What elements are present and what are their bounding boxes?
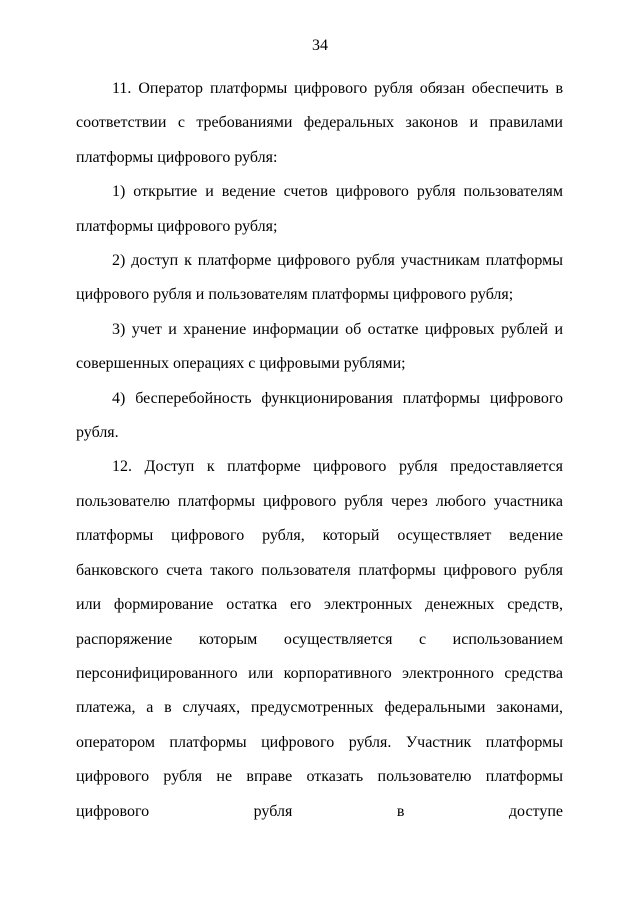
list-item-4: 4) бесперебойность функционирования платформы цифрового рубля.	[76, 389, 563, 442]
list-item-2: 2) доступ к платформе цифрового рубля участникам платформы цифрового рубля и пользователям платформы цифрового рубля;	[76, 252, 563, 304]
list-item-1: 1) открытие и ведение счетов цифрового рубля пользователям платформы цифрового рубля;	[76, 183, 563, 235]
paragraph-11-intro: 11. Оператор платформы цифрового рубля обязан обеспечить в соответствии с требованиями федеральных законов и правилами платформы цифрового рубля:	[76, 80, 563, 166]
paragraph-12: 12. Доступ к платформе цифрового рубля предоставляется пользователю платформы цифрового рубля через любого участника платформы цифрового рубля, который осуществляет ведение банковского счета такого пользователя платформы цифрового рубля или формирование остатка его электронных денежных средств, распоряжение которым осуществляется с использованием персонифицированного или корпоративного электронного средства платежа, а в случаях, предусмотренных федеральными законами, оператором платформы цифрового рубля. Участник платформы цифрового рубля не вправе отказать пользователю платформы цифрового рубля в доступе	[76, 458, 563, 820]
page-number: 34	[312, 37, 328, 54]
document-body	[76, 72, 563, 829]
list-item-3: 3) учет и хранение информации об остатке цифровых рублей и совершенных операциях с цифровыми рублями;	[76, 320, 563, 373]
